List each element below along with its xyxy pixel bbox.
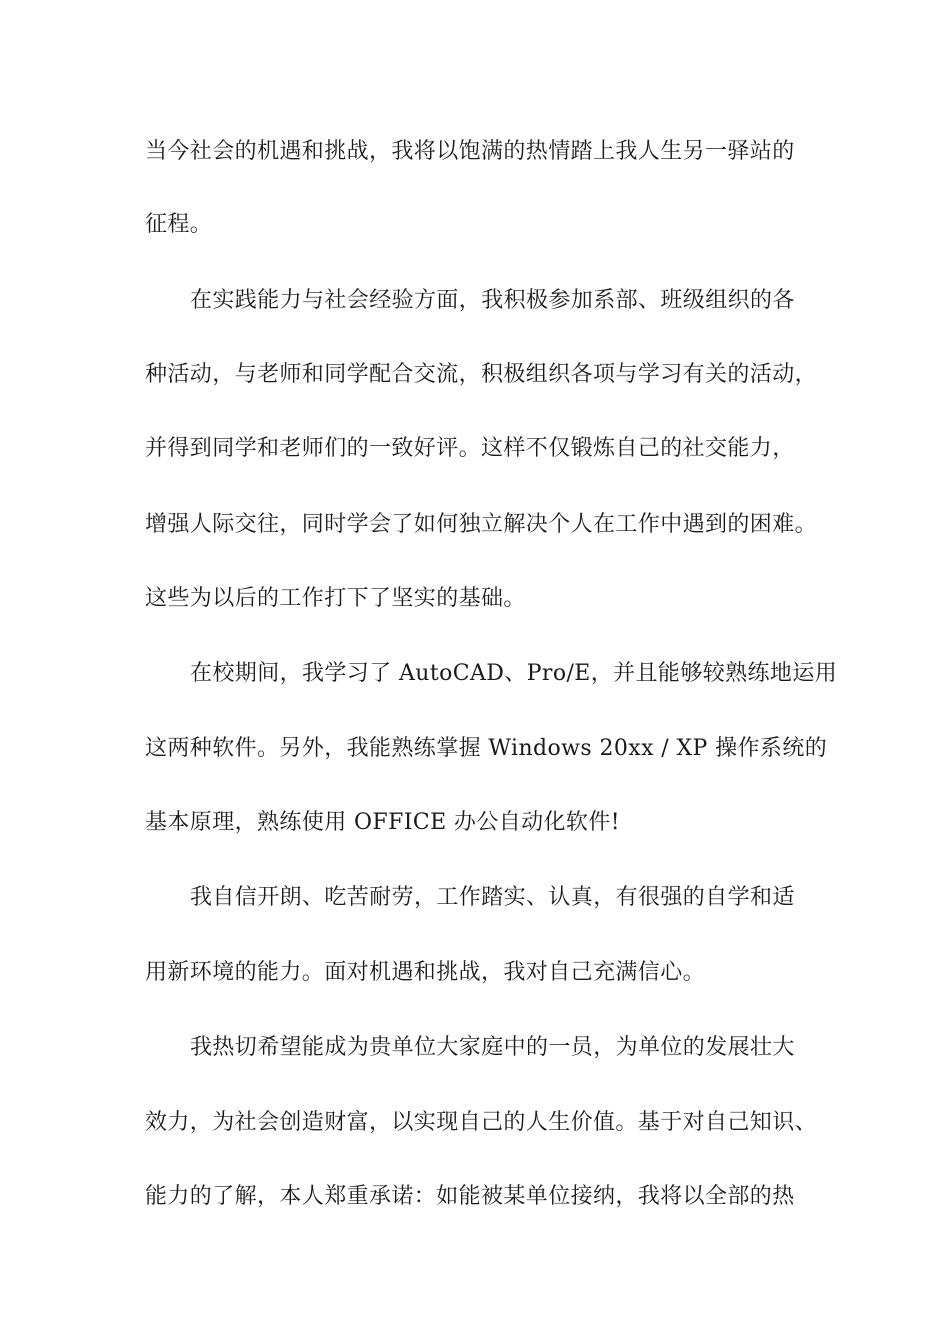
text-line: 用新环境的能力。面对机遇和挑战，我对自己充满信心。 [145,960,706,985]
paragraph-start-line: 在校期间，我学习了 AutoCAD、Pro/E，并且能够较熟练地运用 [190,661,838,686]
text-line: 当今社会的机遇和挑战，我将以饱满的热情踏上我人生另一驿站的 [145,139,795,164]
paragraph-start-line: 我热切希望能成为贵单位大家庭中的一员，为单位的发展壮大 [190,1035,795,1060]
text-line: 能力的了解，本人郑重承诺：如能被某单位接纳，我将以全部的热 [145,1184,795,1209]
text-line: 种活动，与老师和同学配合交流，积极组织各项与学习有关的活动， [145,362,818,387]
text-line: 效力，为社会创造财富，以实现自己的人生价值。基于对自己知识、 [145,1110,818,1135]
text-line: 这些为以后的工作打下了坚实的基础。 [145,586,526,611]
text-line: 增强人际交往，同时学会了如何独立解决个人在工作中遇到的困难。 [145,512,818,537]
paragraph-start-line: 我自信开朗、吃苦耐劳，工作踏实、认真，有很强的自学和适 [190,885,795,910]
paragraph-start-line: 在实践能力与社会经验方面，我积极参加系部、班级组织的各 [190,288,795,313]
text-line: 这两种软件。另外，我能熟练掌握 Windows 20xx / XP 操作系统的 [145,736,828,761]
text-line: 并得到同学和老师们的一致好评。这样不仅锻炼自己的社交能力， [145,436,795,461]
text-line: 征程。 [145,212,213,237]
text-line: 基本原理，熟练使用 OFFICE 办公自动化软件! [145,810,620,835]
